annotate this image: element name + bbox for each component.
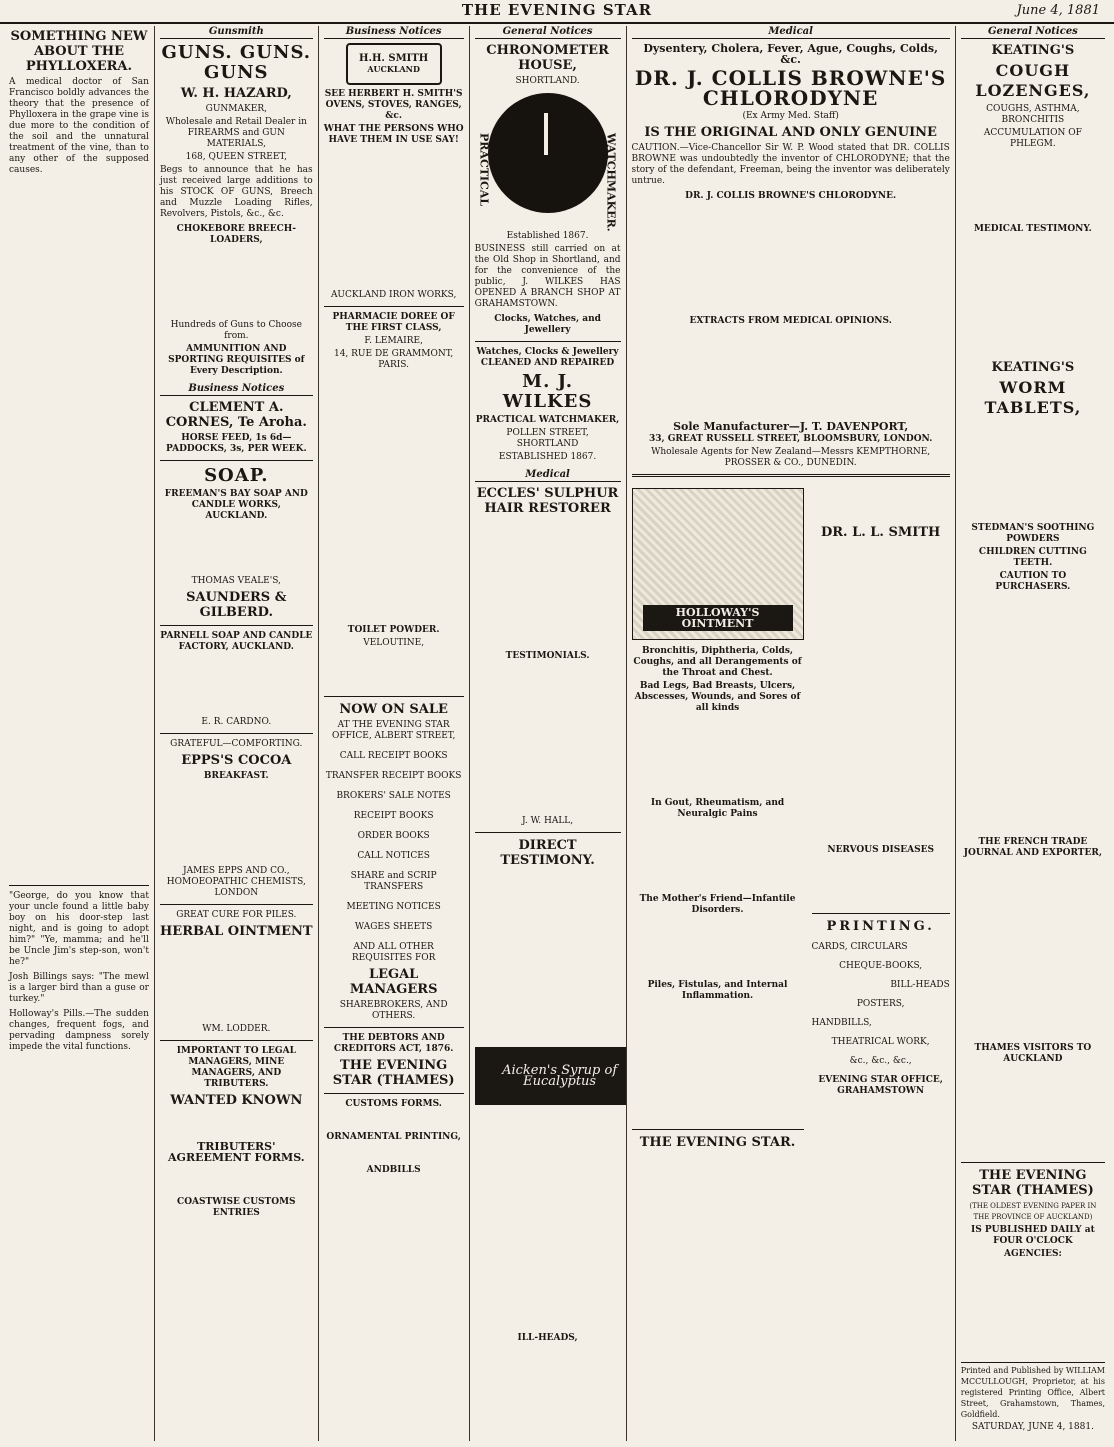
ad-body: [961, 237, 1105, 357]
ad-heading: AGENCIES:: [1003, 1249, 1062, 1259]
ad-heading: FREEMAN'S BAY SOAP AND CANDLE WORKS, AUCKLAND.: [164, 489, 308, 521]
ad-heading: ORNAMENTAL PRINTING,: [326, 1132, 461, 1142]
ad-body: [632, 822, 804, 892]
ad-name: THOMAS VEALE'S,: [191, 576, 281, 586]
ad-heading: BREAKFAST.: [203, 771, 269, 781]
column-5: [627, 26, 956, 1441]
ad-body: [961, 152, 1105, 222]
ad-body: [160, 655, 313, 715]
ad-heading: DIRECT TESTIMONY.: [500, 838, 595, 868]
newspaper-title: THE EVENING STAR: [461, 1, 653, 19]
ad-heading: CHRONOMETER HOUSE,: [486, 43, 609, 73]
ad-body: [812, 858, 950, 908]
logo-text: H.H. SMITH: [359, 53, 429, 64]
ad-heading: IS PUBLISHED DAILY at FOUR O'CLOCK: [971, 1225, 1095, 1246]
ad-heading: CHILDREN CUTTING TEETH.: [978, 547, 1087, 568]
ad-heading: NOW ON SALE: [339, 702, 448, 717]
section-header: Medical: [632, 26, 950, 39]
stationery-item: SHARE and SCRIP TRANSFERS: [350, 871, 437, 892]
ad-body: [475, 664, 621, 814]
advert-paragraph: Holloway's Pills.—The sudden changes, frequent fogs, and pervading dampness sorely impede the vital functions.: [9, 1009, 149, 1052]
divider: [160, 733, 313, 734]
divider: [160, 460, 313, 461]
divider: [160, 904, 313, 905]
ad-line: ACCUMULATION OF PHLEGM.: [983, 128, 1082, 149]
ad-line: SHAREBROKERS, AND OTHERS.: [339, 1000, 448, 1021]
anecdote-paragraph: "George, do you know that your uncle found a little baby boy on his door-step last night, and is going to adopt him?" "Ye, mamma; and he'll be Uncle Jim's step-son, won't he?": [9, 891, 149, 967]
ad-heading: COASTWISE CUSTOMS ENTRIES: [177, 1197, 296, 1218]
divider: [632, 1129, 804, 1130]
ad-heading: TESTIMONIALS.: [505, 651, 590, 661]
ad-heading: WORM TABLETS,: [984, 378, 1082, 417]
ad-body: [961, 861, 1105, 1041]
ad-heading: In Gout, Rheumatism, and Neuralgic Pains: [650, 798, 785, 819]
ad-body: [632, 918, 804, 978]
ad-line: Hundreds of Guns to Choose from.: [170, 320, 302, 341]
ad-body: [160, 1111, 313, 1139]
ad-heading: Dysentery, Cholera, Fever, Ague, Coughs, Colds, &c.: [643, 42, 938, 66]
ad-heading: ANDBILLS: [366, 1165, 421, 1175]
ad-heading: SEE HERBERT H. SMITH'S OVENS, STOVES, RANGES, &c.: [324, 89, 463, 121]
ad-heading: KEATING'S: [991, 43, 1075, 58]
anecdote-paragraph: Josh Billings says: "The mewl is a larger bird than a guse or turkey.": [9, 972, 149, 1004]
ad-line: GUNMAKER,: [205, 104, 267, 114]
columns: [4, 26, 1110, 1441]
divider: [9, 885, 149, 886]
ad-paragraph: Begs to announce that he has just received large additions to his STOCK OF GUNS, Breech and Muzzle Loading Rifles, Revolvers, Pistols, &c., &c.: [159, 165, 313, 219]
imprint-date: SATURDAY, JUNE 4, 1881.: [971, 1422, 1094, 1432]
ad-body: [160, 524, 313, 574]
ad-heading: DR. J. COLLIS BROWNE'S CHLORODYNE.: [685, 191, 897, 201]
ad-heading: STEDMAN'S SOOTHING POWDERS: [971, 523, 1095, 544]
stationery-list: [324, 751, 464, 933]
ad-heading: DR. J. COLLIS BROWNE'S CHLORODYNE: [634, 66, 947, 110]
holloway-right: [812, 482, 950, 1153]
ad-heading: COUGH LOZENGES,: [975, 61, 1091, 100]
ad-heading: TOILET POWDER.: [347, 625, 440, 635]
ad-heading: Sole Manufacturer—J. T. DAVENPORT,: [673, 420, 909, 433]
divider: [160, 1040, 313, 1041]
divider: [812, 913, 950, 914]
ad-paragraph: CAUTION.—Vice-Chancellor Sir W. P. Wood stated that DR. COLLIS BROWNE was undoubtedly the inventor of CHLORODYNE; that the story of the defendant, Freeman, being the inventor was deliberately untrue.: [631, 143, 950, 186]
ad-body: [812, 482, 950, 522]
section-header: Business Notices: [160, 383, 313, 396]
ad-heading: THAMES VISITORS TO AUCKLAND: [974, 1043, 1092, 1064]
ad-name: AUCKLAND IRON WORKS,: [330, 290, 457, 300]
ad-heading: VELOUTINE,: [363, 638, 425, 648]
ad-line: Wholesale Agents for New Zealand—Messrs KEMPTHORNE, PROSSER & CO., DUNEDIN.: [651, 447, 931, 468]
imprint-text: Printed and Published by WILLIAM MCCULLOUGH, Proprietor, at his registered Printing Office, Albert Street, Grahamstown, Thames, Goldfield.: [960, 1366, 1105, 1419]
ad-heading: KEATING'S: [991, 360, 1075, 375]
stationery-item: CALL RECEIPT BOOKS: [339, 751, 448, 761]
ad-body: [324, 148, 464, 288]
ad-name: SAUNDERS & GILBERD.: [186, 590, 287, 620]
ad-heading: MEDICAL TESTIMONY.: [973, 224, 1092, 234]
article-paragraph: A medical doctor of San Francisco boldly advances the theory that the presence of Phylloxera in the grape vine is due more to the condition of the soil and the unnatural treatment of the vine, than to any other of the supposed causes.: [9, 77, 149, 175]
stationery-item: ORDER BOOKS: [357, 831, 430, 841]
ad-body: [475, 1111, 621, 1331]
ad-body: [324, 651, 464, 691]
side-label: PRACTICAL: [477, 133, 491, 207]
ad-heading: PARNELL SOAP AND CANDLE FACTORY, AUCKLAND.: [160, 631, 313, 652]
section-header: Business Notices: [324, 26, 464, 39]
ad-body: [961, 421, 1105, 521]
ad-line: (THE OLDEST EVENING PAPER IN THE PROVINCE OF AUCKLAND): [969, 1202, 1097, 1221]
ad-body: [160, 1165, 313, 1195]
ad-heading: ILL-HEADS,: [517, 1333, 578, 1343]
printing-item: CARDS, CIRCULARS: [811, 942, 908, 952]
ad-line: (Ex Army Med. Staff): [742, 111, 839, 121]
printing-item: CHEQUE-BOOKS,: [839, 961, 923, 971]
clock-illustration: [475, 93, 621, 232]
ad-heading: THE EVENING STAR.: [639, 1135, 796, 1150]
divider: [324, 1093, 464, 1094]
ad-body: [632, 329, 950, 419]
ad-heading: IS THE ORIGINAL AND ONLY GENUINE: [644, 125, 937, 140]
emblem-label: HOLLOWAY'S OINTMENT: [643, 605, 793, 631]
ad-body: [961, 1067, 1105, 1157]
ad-heading: CAUTION TO PURCHASERS.: [995, 571, 1071, 592]
ad-name: WM. LODDER.: [202, 1024, 271, 1034]
divider: [475, 341, 621, 342]
ad-heading: HERBAL OINTMENT: [160, 924, 313, 939]
ad-heading: DR. L. L. SMITH: [820, 525, 941, 540]
column-2: [155, 26, 319, 1441]
ad-heading: THE FRENCH TRADE JOURNAL AND EXPORTER,: [963, 837, 1102, 858]
divider: [160, 625, 313, 626]
ad-body: [632, 716, 804, 796]
ad-body: [632, 1004, 804, 1124]
ad-heading: PRACTICAL WATCHMAKER,: [475, 415, 620, 425]
printing-item: POSTERS,: [856, 999, 905, 1009]
ad-heading: THE EVENING STAR (THAMES): [332, 1058, 455, 1088]
section-header: General Notices: [961, 26, 1105, 39]
ad-heading: Bad Legs, Bad Breasts, Ulcers, Abscesses, Wounds, and Sores of all kinds: [634, 681, 801, 713]
ad-line: SHORTLAND.: [515, 76, 580, 86]
ad-heading: LEGAL MANAGERS: [349, 967, 438, 997]
ad-heading: EXTRACTS FROM MEDICAL OPINIONS.: [689, 316, 892, 326]
clock-icon: [488, 93, 608, 213]
ad-heading: TRIBUTERS' AGREEMENT FORMS.: [168, 1140, 305, 1164]
ad-heading: Clocks, Watches, and Jewellery: [494, 314, 601, 335]
section-header: General Notices: [475, 26, 621, 39]
ad-paragraph: BUSINESS still carried on at the Old Shop in Shortland, and for the convenience of the public, J. WILKES HAS OPENED A BRANCH SHOP AT GRAHAMSTOWN.: [474, 244, 621, 309]
ad-heading: GUNS. GUNS. GUNS: [161, 42, 312, 83]
section-header: Medical: [475, 469, 621, 482]
ad-heading: CLEMENT A. CORNES, Te Aroha.: [165, 400, 307, 430]
ad-body: [961, 595, 1105, 835]
ad-heading: WANTED KNOWN: [170, 1093, 303, 1108]
stationery-item: RECEIPT BOOKS: [353, 811, 434, 821]
column-3: [319, 26, 470, 1441]
divider: [324, 306, 464, 307]
ad-name: F. LEMAIRE,: [364, 336, 423, 346]
syrup-label-illustration: Aicken's Syrup of Eucalyptus: [475, 1047, 627, 1105]
side-label: WATCHMAKER.: [604, 133, 618, 232]
ad-line: 33, GREAT RUSSELL STREET, BLOOMSBURY, LONDON.: [648, 434, 933, 444]
stationery-item: WAGES SHEETS: [354, 922, 433, 932]
ad-heading: GREAT CURE FOR PILES.: [176, 910, 297, 920]
ad-name: W. H. HAZARD,: [180, 86, 292, 101]
ad-subheading: AMMUNITION AND SPORTING REQUISITES of Every Description.: [168, 344, 305, 376]
ad-heading: Bronchitis, Diphtheria, Colds, Coughs, and all Derangements of the Throat and Chest.: [633, 646, 802, 678]
ad-body: [160, 784, 313, 864]
stationery-item: BROKERS' SALE NOTES: [336, 791, 451, 801]
article-body: [9, 180, 149, 880]
ad-heading: Piles, Fistulas, and Internal Inflammation.: [647, 980, 788, 1001]
masthead: [0, 0, 1114, 24]
column-6: [956, 26, 1110, 1441]
ad-body: [324, 1145, 464, 1163]
ad-line: COUGHS, ASTHMA, BRONCHITIS: [986, 104, 1080, 125]
ad-body: [475, 871, 621, 1041]
ad-line: ESTABLISHED 1867.: [498, 452, 597, 462]
ad-heading: M. J. WILKES: [502, 371, 593, 412]
ad-name: J. W. HALL,: [521, 816, 574, 826]
ad-heading: ECCLES' SULPHUR HAIR RESTORER: [476, 486, 619, 516]
ad-subheading: CHOKEBORE BREECH-LOADERS,: [176, 224, 297, 245]
ad-heading: THE EVENING STAR (THAMES): [971, 1168, 1094, 1198]
ad-heading: PHARMACIE DOREE OF THE FIRST CLASS,: [332, 312, 455, 333]
ad-line: AND ALL OTHER REQUISITES FOR: [351, 942, 436, 963]
article-heading: SOMETHING NEW ABOUT THE PHYLLOXERA.: [10, 29, 148, 74]
price-list: [160, 248, 313, 318]
ad-heading: CUSTOMS FORMS.: [345, 1099, 442, 1109]
column-1: [4, 26, 155, 1441]
divider: [961, 1162, 1105, 1163]
ad-heading: The Mother's Friend—Infantile Disorders.: [639, 894, 796, 915]
ad-body: [632, 204, 950, 314]
ad-heading: WHAT THE PERSONS WHO HAVE THEM IN USE SAY!: [323, 124, 464, 145]
divider: [324, 696, 464, 697]
ad-heading: THE DEBTORS AND CREDITORS ACT, 1876.: [333, 1033, 454, 1054]
divider: [475, 832, 621, 833]
printing-item: &c., &c., &c.,: [849, 1056, 912, 1066]
ad-body: [475, 519, 621, 649]
ad-line: Established 1867.: [506, 231, 589, 241]
holloway-left: [632, 482, 804, 1153]
ad-line: POLLEN STREET, SHORTLAND: [506, 428, 589, 449]
printing-item: THEATRICAL WORK,: [831, 1037, 930, 1047]
ad-heading: IMPORTANT TO LEGAL MANAGERS, MINE MANAGERS, AND TRIBUTERS.: [176, 1046, 296, 1089]
ad-body: [324, 373, 464, 623]
holloway-emblem: [632, 488, 804, 640]
issue-date: June 4, 1881: [1016, 3, 1100, 18]
stationery-item: CALL NOTICES: [357, 851, 430, 861]
ad-name: E. R. CARDNO.: [201, 717, 272, 727]
divider: [632, 474, 950, 477]
section-header: Gunsmith: [160, 26, 313, 39]
ad-heading: SOAP.: [204, 465, 269, 486]
ad-line: 14, RUE DE GRAMMONT, PARIS.: [333, 349, 454, 370]
stationery-item: MEETING NOTICES: [346, 902, 441, 912]
ad-heading: GRATEFUL—COMFORTING.: [170, 739, 303, 749]
stationery-item: TRANSFER RECEIPT BOOKS: [325, 771, 462, 781]
ad-body: [324, 1112, 464, 1130]
ad-body: [160, 942, 313, 1022]
printing-item: HANDBILLS,: [811, 1018, 872, 1028]
column-4: [470, 26, 627, 1441]
divider: [324, 1027, 464, 1028]
ad-name: JAMES EPPS AND CO., HOMOEOPATHIC CHEMISTS, LONDON: [166, 866, 306, 898]
ad-heading: HORSE FEED, 1s 6d—PADDOCKS, 3s, PER WEEK.: [166, 433, 307, 454]
ad-heading: Watches, Clocks & Jewellery CLEANED AND REPAIRED: [476, 347, 619, 368]
ad-body: [812, 543, 950, 843]
ad-heading: EPPS'S COCOA: [181, 753, 292, 768]
logo-text: AUCKLAND: [367, 64, 420, 74]
ad-heading: PRINTING.: [826, 919, 935, 934]
smith-logo: [346, 43, 442, 85]
imprint: [961, 1362, 1105, 1435]
printing-item: BILL-HEADS: [890, 980, 950, 990]
ad-line: AT THE EVENING STAR OFFICE, ALBERT STREET,: [331, 720, 456, 741]
ad-heading: EVENING STAR OFFICE, GRAHAMSTOWN: [818, 1075, 943, 1096]
ad-line: Wholesale and Retail Dealer in FIREARMS and GUN MATERIALS,: [165, 117, 307, 149]
printing-list: [812, 942, 950, 1067]
ad-heading: NERVOUS DISEASES: [827, 845, 934, 855]
holloway-section: [632, 482, 950, 1153]
ad-line: 168, QUEEN STREET,: [185, 152, 287, 162]
